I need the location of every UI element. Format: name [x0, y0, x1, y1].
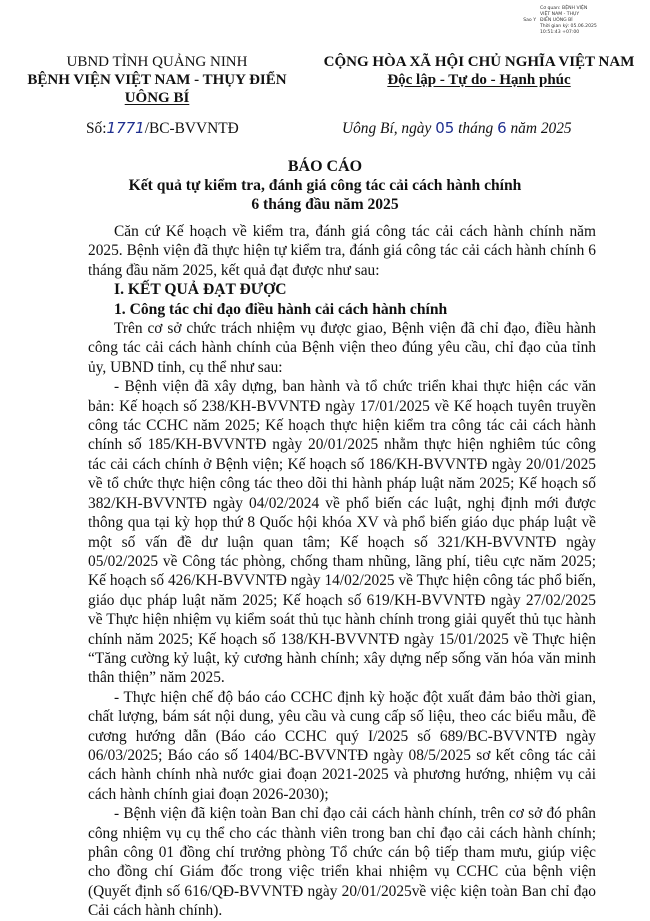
paragraph: Trên cơ sở chức trách nhiệm vụ được giao, Bệnh viện đã chỉ đạo, điều hành công tác cải cách hành chính của Bệnh viện theo đúng yêu cầu, chỉ đạo của tỉnh ủy, UBND tỉnh, cụ thể như sau: — [88, 320, 596, 376]
stamp-row: VIỆT NAM - THỤY — [540, 12, 580, 17]
stamp-row: 10:51:43 +07:00 — [540, 30, 580, 35]
agency-header — [26, 53, 288, 107]
national-header — [318, 53, 640, 89]
agency-line-1: UBND TỈNH QUẢNG NINH — [66, 54, 248, 70]
report-subtitle-2: 6 tháng đầu năm 2025 — [251, 196, 399, 213]
handwritten-number: 1771 — [106, 119, 145, 137]
subsection-heading: 1. Công tác chỉ đạo điều hành cải cách hành chính — [114, 300, 448, 318]
nation-line-2: Độc lập - Tự do - Hạnh phúc — [387, 72, 571, 88]
report-subtitle-1: Kết quả tự kiểm tra, đánh giá công tác cải cách hành chính — [128, 177, 522, 194]
paragraph: - Thực hiện chế độ báo cáo CCHC định kỳ hoặc đột xuất đảm bảo thời gian, chất lượng, bám sát nội dung, yêu cầu và cung cấp số liệu, theo các biểu mẫu, đề cương hướng dẫn (Báo cáo CCHC quý I/2025 số 689/BC-BVVNTĐ ngày 06/03/2025; Báo cáo số 1404/BC-BVVNTĐ ngày 08/5/2025 sơ kết công tác cải cách hành chính nhà nước giai đoạn 2021-2025 và phương hướng, nhiệm vụ cải cách hành chính giai đoạn 2026-2030); — [88, 688, 596, 803]
agency-line-3: UÔNG BÍ — [124, 90, 190, 106]
stamp-row: Sao Y ĐIỂN UÔNG BÍ — [523, 18, 573, 23]
report-body — [88, 222, 596, 921]
handwritten-day: 05 — [435, 119, 455, 137]
stamp-row: Thời gian ký: 05.06.2025 — [540, 24, 597, 29]
section-heading: I. KẾT QUẢ ĐẠT ĐƯỢC — [114, 281, 287, 299]
paragraph: - Bệnh viện đã kiện toàn Ban chỉ đạo cải cách hành chính, trên cơ sở đó phân công nhiệm vụ cụ thể cho các thành viên trong ban chỉ đạo cải cách hành chính; phân công 01 đồng chí trưởng phòng Tổ chức cán bộ tiếp tham mưu, giúp việc cho đồng chí Giám đốc trong việc triển khai nhiệm vụ CCHC của bệnh viện (Quyết định số 616/QĐ-BVVNTĐ ngày 20/01/2025về việc kiện toàn Ban chỉ đạo Cải cách hành chính). — [88, 805, 596, 920]
stamp-row: Cơ quan: BỆNH VIỆN — [540, 6, 588, 11]
agency-line-2: BỆNH VIỆN VIỆT NAM - THỤY ĐIỂN — [27, 72, 287, 88]
document-date: Uông Bí, ngày 05 tháng 6 năm 2025 — [342, 119, 572, 137]
intro-paragraph: Căn cứ Kế hoạch về kiểm tra, đánh giá công tác cải cách hành chính năm 2025. Bệnh viện đã thực hiện tự kiểm tra, đánh giá công tác cải cách hành chính 6 tháng đầu năm 2025, kết quả đạt được như sau: — [88, 223, 596, 279]
paragraph: - Bệnh viện đã xây dựng, ban hành và tổ chức triển khai thực hiện các văn bản: Kế hoạch số 238/KH-BVVNTĐ ngày 17/01/2025 về Kế hoạch tuyên truyền công tác CCHC năm 2025; Kế hoạch thực hiện kiểm tra công tác cải cách hành chính số 185/KH-BVVNTĐ ngày 20/01/2025 nhằm thực hiện nghiêm túc công tác cải cách chính ở Bệnh viện; Kế hoạch số 186/KH-BVVNTĐ ngày 20/01/2025 về tổ chức thực hiện công tác theo dõi thi hành pháp luật năm 2025; Kế hoạch số 382/KH-BVVNTĐ ngày 04/02/2024 về phổ biến các luật, nghị định mới được thông qua tại kỳ họp thứ 8 Quốc hội khóa XV và phổ biến giáo dục pháp luật về một số vấn đề dư luận quan tâm; Kế hoạch số 321/KH-BVVNTĐ ngày 05/02/2025 về Công tác phòng, chống tham nhũng, lãng phí, tiêu cực năm 2025; Kế hoạch số 426/KH-BVVNTĐ ngày 14/02/2025 về Thực hiện công tác phổ biến, giáo dục pháp luật năm 2025; Kế hoạch số 619/KH-BVVNTĐ ngày 27/02/2025 về Thực hiện nhiệm vụ kiểm soát thủ tục hành chính trong giải quyết thủ tục hành chính năm 2025; Kế hoạch số 138/KH-BVVNTĐ ngày 15/01/2025 về Thực hiện “Tăng cường kỷ luật, kỷ cương hành chính; xây dựng nếp sống văn hóa văn minh thân thiện” năm 2025. — [88, 378, 596, 687]
report-title: BÁO CÁO — [287, 158, 363, 175]
document-number: Số:1771/BC-BVVNTĐ — [86, 119, 239, 137]
handwritten-month: 6 — [497, 119, 507, 137]
nation-line-1: CỘNG HÒA XÃ HỘI CHỦ NGHĨA VIỆT NAM — [323, 54, 635, 70]
